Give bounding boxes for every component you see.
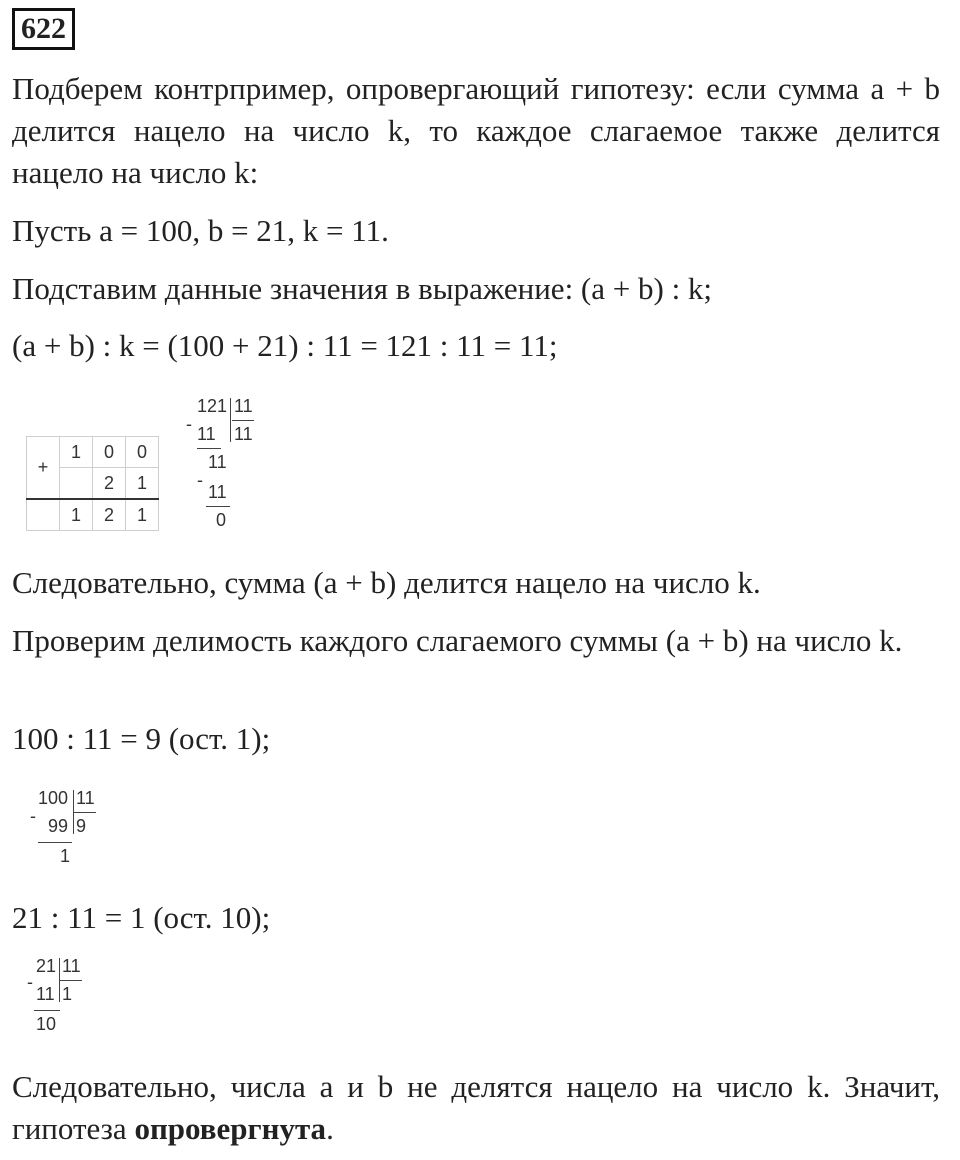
quotient: 1 — [62, 984, 73, 1004]
dividend: 100 — [38, 788, 69, 808]
subtrahend: 11 — [36, 984, 55, 1004]
expression-line: (a + b) : k = (100 + 21) : 11 = 121 : 11 = 11; — [12, 328, 558, 363]
divisor: 11 — [76, 788, 95, 808]
addition-table — [26, 436, 159, 531]
problem-number: 622 — [12, 8, 75, 50]
subtrahend: 99 — [48, 816, 69, 836]
addition-cell: 1 — [60, 499, 93, 531]
conclusion-1: Следовательно, сумма (a + b) делится нацело на число k. — [12, 565, 761, 600]
remainder: 10 — [36, 1014, 57, 1034]
remainder: 0 — [216, 510, 227, 530]
minus-sign: - — [186, 414, 192, 434]
addition-cell: 2 — [93, 468, 126, 500]
minus-sign: - — [197, 470, 203, 490]
minus-sign: - — [27, 972, 33, 992]
addition-cell: 0 — [93, 437, 126, 468]
dividend: 121 — [197, 396, 228, 416]
final-text: Следовательно, числа a и b не делятся нацело на число k. Значит, гипотеза — [12, 1069, 940, 1146]
quotient: 11 — [234, 424, 253, 444]
addition-cell — [27, 499, 60, 531]
final-paragraph — [12, 1066, 940, 1150]
divisor: 11 — [62, 956, 81, 976]
div21-line: 21 : 11 = 1 (ост. 10); — [12, 900, 271, 935]
subtrahend: 11 — [197, 424, 216, 444]
partial-remainder: 11 — [208, 452, 227, 472]
quotient: 9 — [76, 816, 87, 836]
subtrahend: 11 — [208, 482, 227, 502]
substitute-line: Подставим данные значения в выражение: (a + b) : k; — [12, 271, 713, 306]
dividend: 21 — [36, 956, 57, 976]
addition-cell: 2 — [93, 499, 126, 531]
refuted-word: опровергнута — [134, 1111, 327, 1146]
minus-sign: - — [30, 806, 36, 826]
remainder: 1 — [60, 846, 71, 866]
divisor: 11 — [234, 396, 253, 416]
plus-sign: + — [27, 437, 60, 500]
addition-cell: 1 — [60, 437, 93, 468]
final-period: . — [326, 1111, 334, 1146]
check-paragraph: Проверим делимость каждого слагаемого суммы (a + b) на число k. — [12, 623, 903, 658]
addition-cell: 1 — [126, 499, 159, 531]
let-line: Пусть a = 100, b = 21, k = 11. — [12, 213, 389, 248]
div100-line: 100 : 11 = 9 (ост. 1); — [12, 721, 271, 756]
addition-cell — [60, 468, 93, 500]
addition-cell: 0 — [126, 437, 159, 468]
intro-paragraph: Подберем контрпример, опровергающий гипотезу: если сумма a + b делится нацело на число k, то каждое слагаемое также делится нацело на число k: — [12, 71, 940, 190]
addition-cell: 1 — [126, 468, 159, 500]
